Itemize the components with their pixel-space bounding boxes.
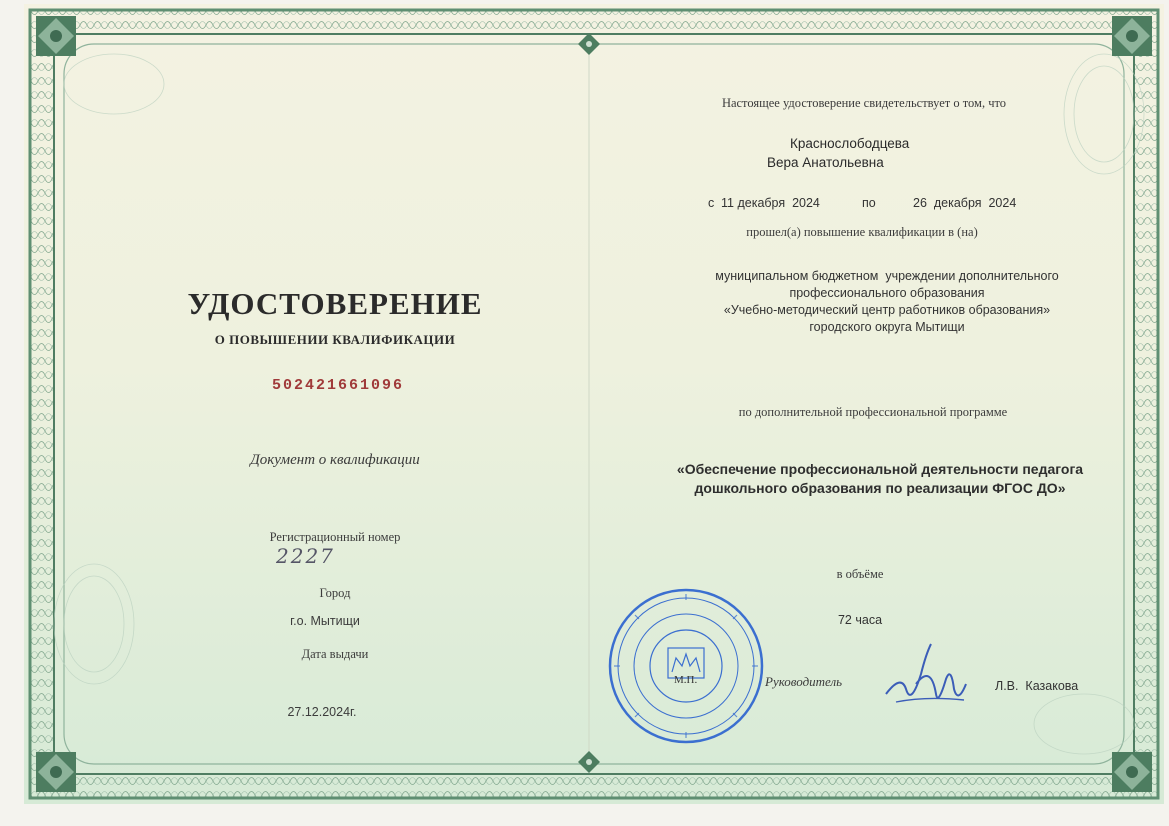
certificate [24, 4, 1164, 804]
corner-ornament-icon [1108, 748, 1156, 796]
mid-ornament-icon [577, 32, 601, 56]
period-from-prefix: с [708, 196, 715, 210]
corner-ornament-icon [32, 12, 80, 60]
holder-surname: Краснослободцева [790, 136, 910, 151]
serial-number: 502421661096 [271, 377, 405, 394]
holder-given-names: Вера Анатольевна [767, 155, 884, 170]
passed-text: прошел(а) повышение квалификации в (на) [746, 225, 978, 239]
seal-mark: М.П. [674, 674, 698, 686]
institution-line: городского округа Мытищи [809, 320, 965, 334]
institution-line: профессионального образования [789, 286, 985, 300]
program-line: дошкольного образования по реализации ФГОС ДО» [694, 480, 1066, 496]
head-label: Руководитель [765, 674, 843, 689]
city-value: г.о. Мытищи [290, 614, 360, 628]
intro-text: Настоящее удостоверение свидетельствует о том, что [721, 96, 1007, 110]
reg-number-label: Регистрационный номер [269, 530, 401, 544]
issue-date-value: 27.12.2024г. [287, 705, 357, 719]
institution-line: муниципальном бюджетном учреждении дополнительного [715, 269, 1059, 283]
issue-date-label: Дата выдачи [301, 647, 369, 661]
institution-line: «Учебно-методический центр работников образования» [723, 303, 1051, 317]
certificate-title: УДОСТОВЕРЕНИЕ [187, 286, 483, 321]
period-to-prefix: по [862, 196, 876, 210]
reg-number-value: 2227 [276, 544, 335, 568]
head-name: Л.В. Казакова [995, 679, 1079, 693]
volume-value: 72 часа [837, 613, 883, 627]
program-label: по дополнительной профессиональной программе [738, 405, 1008, 419]
document-type: Документ о квалификации [250, 452, 420, 468]
city-label: Город [319, 586, 351, 600]
mid-ornament-icon [577, 750, 601, 774]
program-line: «Обеспечение профессиональной деятельности педагога [676, 461, 1084, 477]
period-to: 26 декабря 2024 [913, 196, 1017, 210]
corner-ornament-icon [32, 748, 80, 796]
period-from: 11 декабря 2024 [721, 196, 820, 210]
certificate-subtitle: О ПОВЫШЕНИИ КВАЛИФИКАЦИИ [214, 332, 456, 347]
round-stamp-icon [606, 586, 766, 746]
signature-icon [876, 634, 976, 714]
certificate-background [24, 4, 1164, 804]
corner-ornament-icon [1108, 12, 1156, 60]
volume-label: в объёме [836, 567, 884, 581]
